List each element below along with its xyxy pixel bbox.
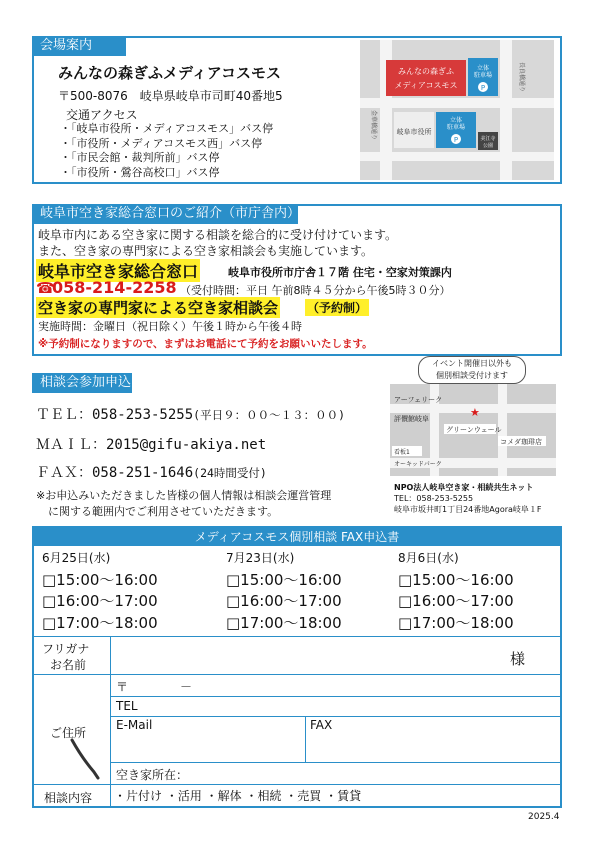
event-bubble: [418, 356, 526, 384]
privacy-note-1: ※お申込みいただきました皆様の個人情報は相談会運営管理: [36, 489, 332, 502]
consult-content-label: 相談内容: [44, 791, 93, 805]
window-location: 岐阜市役所市庁舎１７階 住宅・空家対策課内: [228, 266, 452, 279]
map-parking-label: 立体: [476, 65, 490, 72]
fax-label: ＦＡＸ：: [36, 465, 92, 481]
bubble-line: 個別相談受付けます: [436, 371, 508, 380]
form-divider: [32, 674, 560, 675]
time-slot-checkbox[interactable]: □16:00～17:00: [226, 592, 342, 610]
date-label: 6月25日(水): [42, 551, 111, 565]
tel-input[interactable]: [150, 698, 550, 714]
name-label: お名前: [50, 658, 87, 672]
bus-stop: ・「市役所・メディアコスモス西」バス停: [60, 136, 263, 150]
time-slot-checkbox[interactable]: □15:00～16:00: [226, 570, 342, 589]
form-divider: [110, 762, 560, 763]
consult-intro-1: 岐阜市内にある空き家に関する相談を総合的に受け付けています。: [38, 228, 398, 242]
property-input[interactable]: [200, 764, 550, 782]
fax-note: (24時間受付): [193, 466, 267, 480]
phone-icon: ☎: [36, 279, 55, 297]
date-label: 8月6日(水): [398, 551, 459, 565]
consult-phone-hours: （受付時間：平日 午前8時４５分から午後5時３０分）: [180, 284, 451, 297]
map-parking-label: 駐車場: [446, 124, 466, 131]
map2-label: アーフェリーク: [394, 396, 443, 404]
address-label: ご住所: [50, 726, 87, 740]
apply-header: 相談会参加申込: [32, 373, 132, 393]
bus-stop: ・「市役所・鶯谷高校口」バス停: [60, 165, 220, 179]
name-input[interactable]: [112, 638, 508, 672]
consult-header: 岐阜市空き家総合窓口のご紹介（市庁舎内）: [32, 204, 298, 224]
form-header: メディアコスモス個別相談 FAX申込書: [34, 528, 560, 546]
venue-building: [386, 60, 466, 96]
access-title: 交通アクセス: [66, 108, 138, 122]
furigana-label: フリガナ: [42, 642, 90, 656]
map-road-label: 金華橋通り: [370, 110, 377, 141]
form-divider: [110, 696, 560, 697]
bus-stop: ・「岐阜市役所・メディアコスモス」バス停: [60, 122, 274, 135]
time-slot-checkbox[interactable]: □15:00～16:00: [398, 570, 514, 589]
fax-field-label: FAX: [310, 718, 333, 732]
date-column-3: [398, 548, 514, 634]
venue-address: 〒500-8076 岐阜県岐阜市司町40番地5: [58, 89, 283, 103]
map2-label: オーキッドパーク: [394, 461, 442, 468]
consult-schedule: 実施時間：金曜日（祝日除く）午後１時から午後４時: [38, 320, 302, 333]
parking-icon-label: P: [480, 84, 486, 92]
date-column-1: [42, 548, 158, 634]
map-parking-label: 立体: [449, 117, 463, 124]
tel-note: (平日９：００～１３：００): [193, 408, 346, 422]
org-info: [394, 482, 542, 515]
privacy-note-2: に関する範囲内でご利用させていただきます。: [48, 505, 279, 518]
tel-label: ＴＥＬ：: [36, 407, 92, 423]
form-divider: [305, 716, 306, 762]
map2-label: グリーンウェール: [446, 426, 502, 434]
map-park-label: 美江寺: [480, 136, 496, 142]
email-input[interactable]: [112, 732, 302, 760]
property-label: 空き家所在：: [116, 768, 189, 782]
postal-mark: 〒: [116, 680, 129, 694]
org-tel: TEL：058-253-5255: [394, 494, 474, 503]
apply-tel-row: [36, 404, 345, 424]
email-field-label: E-Mail: [116, 718, 153, 732]
org-name: NPO法人岐阜空き家・相続共生ネット: [394, 483, 534, 492]
map2-label: 看板1: [394, 449, 410, 456]
map-city-hall-label: 岐阜市役所: [396, 128, 432, 136]
map-parking-label: 駐車場: [473, 72, 493, 79]
form-divider: [110, 716, 560, 717]
consult-intro-2: また、空き家の専門家による空き家相談会も実施しています。: [38, 244, 374, 258]
office-map: [390, 384, 556, 476]
org-address: 岐阜市坂井町1丁目24番地Agora岐阜１F: [394, 505, 542, 514]
fax-number[interactable]: 058-251-1646: [92, 465, 194, 481]
time-slot-checkbox[interactable]: □17:00～18:00: [42, 613, 158, 632]
time-slot-checkbox[interactable]: □16:00～17:00: [42, 592, 158, 610]
time-slot-checkbox[interactable]: □15:00～16:00: [42, 570, 158, 589]
fax-input[interactable]: [308, 732, 558, 760]
postal-dash: －: [180, 680, 193, 694]
form-divider: [110, 636, 111, 808]
time-slot-checkbox[interactable]: □17:00～18:00: [398, 613, 514, 632]
office-star-icon: ★: [470, 406, 480, 419]
map-road-label: 長良橋通り: [518, 62, 525, 93]
map2-label: コメダ珈琲店: [500, 438, 542, 446]
map-venue-label-2: メディアコスモス: [394, 81, 458, 90]
window-name: 岐阜市空き家総合窓口: [36, 259, 200, 282]
consult-notice: ※予約制になりますので、まずはお電話にて予約をお願いいたします。: [38, 338, 373, 350]
consult-phone[interactable]: 058-214-2258: [52, 278, 177, 297]
venue-map: [360, 40, 554, 180]
consult-options[interactable]: ・片付け ・活用 ・解体 ・相続 ・売買 ・賃貸: [114, 789, 362, 803]
mail-label: ＭＡＩＬ：: [36, 437, 106, 453]
time-slot-checkbox[interactable]: □16:00～17:00: [398, 592, 514, 610]
expert-title: 空き家の専門家による空き家相談会: [38, 299, 279, 317]
honorific-sama: 様: [510, 650, 526, 668]
mail-address[interactable]: 2015@gifu-akiya.net: [106, 437, 267, 453]
date-column-2: [226, 548, 342, 634]
version-label: 2025.4: [528, 812, 560, 822]
pen-mark: [68, 736, 108, 786]
parking-icon-label: P: [453, 136, 459, 144]
form-divider: [32, 784, 560, 785]
map2-label: 評價館岐阜: [394, 415, 429, 423]
apply-mail-row: [36, 434, 266, 454]
apply-fax-row: [36, 462, 267, 482]
map-venue-label-1: みんなの森ぎふ: [398, 67, 454, 76]
time-slot-checkbox[interactable]: □17:00～18:00: [226, 613, 342, 632]
date-label: 7月23日(水): [226, 551, 295, 565]
venue-header: 会場案内: [32, 36, 126, 56]
venue-name: みんなの森ぎふメディアコスモス: [58, 64, 282, 82]
tel-number[interactable]: 058-253-5255: [92, 407, 194, 423]
expert-tag: （予約制）: [307, 301, 368, 315]
map-park-label: 公園: [482, 143, 494, 149]
bus-stop: ・「市民会館・裁判所前」バス停: [60, 151, 220, 164]
postal-input[interactable]: [130, 676, 550, 694]
bus-stop-list: [60, 122, 273, 180]
tel-field-label: TEL: [116, 699, 138, 713]
bubble-line: イベント開催日以外も: [432, 359, 512, 368]
form-divider: [32, 636, 560, 637]
